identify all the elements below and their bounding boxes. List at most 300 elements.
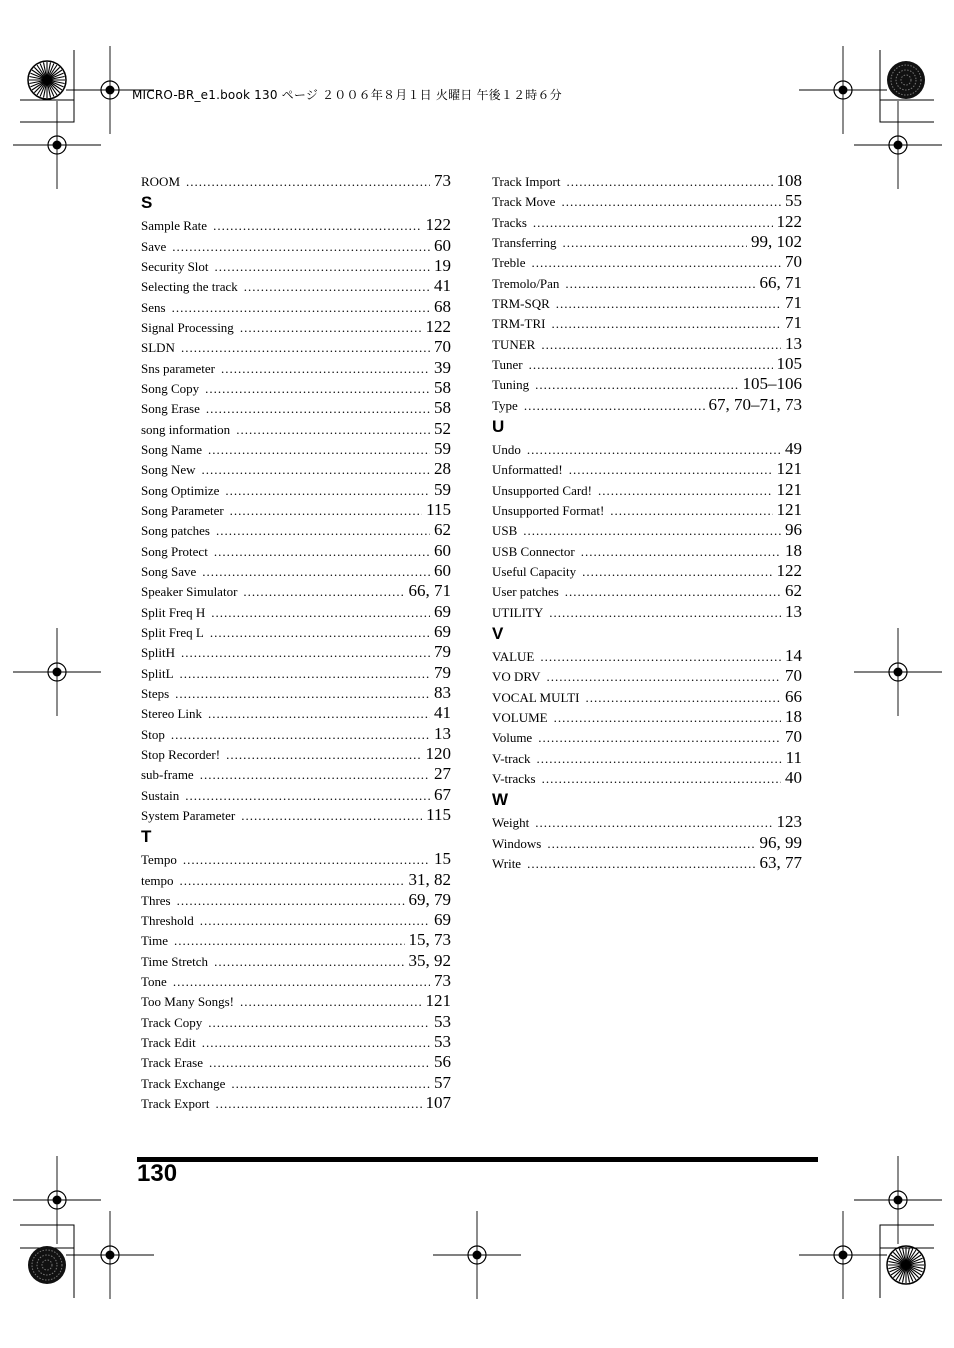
index-term: System Parameter — [141, 807, 236, 823]
dot-leader — [535, 377, 738, 393]
index-term: Type — [492, 397, 518, 413]
index-entry — [492, 520, 802, 540]
index-entry — [141, 297, 451, 317]
index-page-ref: 18 — [785, 706, 802, 726]
index-term: Thres — [141, 892, 171, 908]
dot-leader — [538, 730, 781, 746]
index-entry — [141, 1093, 451, 1113]
index-entry — [141, 642, 451, 662]
index-term: Signal Processing — [141, 319, 234, 335]
index-entry — [141, 378, 451, 398]
index-page-ref: 14 — [785, 645, 802, 665]
index-page-ref: 66 — [785, 686, 802, 706]
dot-leader — [200, 913, 430, 929]
index-term: Split Freq H — [141, 604, 206, 620]
index-entry — [492, 687, 802, 707]
dot-leader — [231, 1076, 430, 1092]
dot-leader — [567, 174, 773, 190]
index-page-ref: 73 — [434, 171, 451, 190]
index-page-ref: 59 — [434, 479, 451, 499]
index-term: Song New — [141, 462, 196, 478]
dot-leader — [241, 808, 422, 824]
index-entry — [141, 215, 451, 235]
index-page-ref: 31, 82 — [408, 869, 451, 889]
index-entry — [141, 1073, 451, 1093]
index-page-ref: 28 — [434, 459, 451, 479]
dot-leader — [208, 1015, 430, 1031]
index-page-ref: 69 — [434, 601, 451, 621]
index-term: Steps — [141, 685, 170, 701]
dot-leader — [581, 544, 781, 560]
index-page-ref: 99, 102 — [751, 231, 802, 251]
index-page-ref: 58 — [434, 398, 451, 418]
index-page-ref: 83 — [434, 682, 451, 702]
dot-leader — [202, 564, 430, 580]
dot-leader — [527, 442, 781, 458]
index-entry — [141, 703, 451, 723]
index-entry — [492, 500, 802, 520]
index-term: VO DRV — [492, 669, 541, 685]
dot-leader — [556, 296, 781, 312]
dot-leader — [549, 605, 781, 621]
index-entry — [492, 748, 802, 768]
index-entry — [141, 480, 451, 500]
dot-leader — [563, 235, 747, 251]
index-term: ROOM — [141, 174, 181, 189]
index-page-ref: 15 — [434, 849, 451, 869]
index-term: Song Protect — [141, 543, 208, 559]
index-page-ref: 52 — [434, 418, 451, 438]
index-page-ref: 115 — [426, 804, 451, 824]
index-page-ref: 59 — [434, 438, 451, 458]
index-term: V-tracks — [492, 770, 536, 786]
index-entry — [141, 602, 451, 622]
index-term: Sustain — [141, 787, 180, 803]
dot-leader — [540, 649, 781, 665]
index-entry — [141, 459, 451, 479]
dot-leader — [547, 836, 755, 852]
dot-leader — [527, 856, 755, 872]
index-term: Time — [141, 933, 168, 949]
index-entry — [141, 951, 451, 971]
dot-leader — [541, 337, 781, 353]
index-term: Tuner — [492, 356, 523, 372]
index-entry — [141, 561, 451, 581]
index-entry — [492, 212, 802, 232]
index-page-ref: 122 — [425, 215, 451, 235]
index-section-heading: T — [141, 827, 152, 847]
index-term: Song Parameter — [141, 502, 224, 518]
index-entry — [492, 561, 802, 581]
index-term: TRM-SQR — [492, 295, 550, 311]
index-page-ref: 63, 77 — [759, 852, 802, 872]
dot-leader — [221, 361, 430, 377]
index-term: Track Exchange — [141, 1075, 226, 1091]
dot-leader — [208, 442, 430, 458]
index-entry — [141, 890, 451, 910]
index-term: SplitL — [141, 665, 174, 681]
dot-leader — [181, 340, 430, 356]
index-term: Time Stretch — [141, 953, 209, 969]
index-page-ref: 79 — [434, 642, 451, 662]
index-page-ref: 41 — [434, 276, 451, 296]
index-entry — [492, 768, 802, 788]
index-term: Track Erase — [141, 1055, 203, 1071]
index-page-ref: 57 — [434, 1072, 451, 1092]
dot-leader — [185, 788, 430, 804]
index-term: Transferring — [492, 234, 557, 250]
index-term: V-track — [492, 750, 531, 766]
dot-leader — [226, 747, 421, 763]
dot-leader — [524, 398, 705, 414]
dot-leader — [173, 974, 430, 990]
index-page-ref: 73 — [434, 971, 451, 991]
index-entry — [141, 419, 451, 439]
index-entry — [492, 334, 802, 354]
index-term: Stop — [141, 726, 165, 742]
dot-leader — [216, 1096, 422, 1112]
index-page-ref: 70 — [785, 666, 802, 686]
index-term: TRM-TRI — [492, 316, 546, 332]
dot-leader — [180, 666, 430, 682]
index-entry — [492, 707, 802, 727]
index-entry — [492, 191, 802, 211]
index-term: Treble — [492, 255, 526, 271]
index-term: Tremolo/Pan — [492, 275, 560, 291]
index-page-ref: 121 — [425, 991, 451, 1011]
dot-leader — [175, 686, 430, 702]
dot-leader — [205, 381, 430, 397]
index-page-ref: 62 — [434, 520, 451, 540]
index-page-ref: 70 — [434, 337, 451, 357]
index-term: Sample Rate — [141, 218, 208, 234]
dot-leader — [529, 357, 773, 373]
dot-leader — [181, 645, 430, 661]
index-page-ref: 60 — [434, 540, 451, 560]
index-page-ref: 105–106 — [742, 374, 802, 394]
index-term: SLDN — [141, 340, 175, 356]
index-page-ref: 122 — [776, 211, 802, 231]
index-term: tempo — [141, 872, 174, 888]
index-page-ref: 56 — [434, 1052, 451, 1072]
index-page-ref: 53 — [434, 1032, 451, 1052]
index-entry — [141, 724, 451, 744]
index-term: Track Copy — [141, 1014, 203, 1030]
dot-leader — [569, 462, 773, 478]
dot-leader — [610, 503, 772, 519]
dot-leader — [211, 605, 430, 621]
index-term: Split Freq L — [141, 624, 204, 640]
index-term: Volume — [492, 730, 533, 746]
index-term: Song Erase — [141, 401, 200, 417]
index-term: Weight — [492, 815, 530, 831]
index-page-ref: 11 — [785, 747, 802, 767]
index-term: SplitH — [141, 645, 175, 661]
index-page-ref: 71 — [785, 313, 802, 333]
index-term: User patches — [492, 584, 559, 600]
index-term: Song Name — [141, 441, 203, 457]
index-page-ref: 19 — [434, 255, 451, 275]
index-entry — [492, 374, 802, 394]
index-column-right — [492, 171, 802, 873]
dot-leader — [533, 215, 773, 231]
index-term: Windows — [492, 835, 542, 851]
dot-leader — [177, 893, 405, 909]
index-entry — [141, 520, 451, 540]
index-page-ref: 60 — [434, 560, 451, 580]
index-page-ref: 39 — [434, 357, 451, 377]
dot-leader — [523, 523, 781, 539]
index-entry — [492, 602, 802, 622]
dot-leader — [531, 255, 781, 271]
index-page-ref: 66, 71 — [408, 581, 451, 601]
print-header: MICRO-BR_e1.book 130 ページ ２００６年８月１日 火曜日 午後１２時６分 — [132, 88, 562, 102]
index-page-ref: 79 — [434, 662, 451, 682]
index-section-heading: U — [492, 416, 505, 436]
index-term: sub-frame — [141, 767, 194, 783]
dot-leader — [244, 279, 430, 295]
index-page-ref: 15, 73 — [408, 930, 451, 950]
index-term: Speaker Simulator — [141, 584, 238, 600]
index-entry — [492, 459, 802, 479]
dot-leader — [202, 462, 430, 478]
index-term: Song Optimize — [141, 482, 220, 498]
index-entry — [492, 812, 802, 832]
index-term: Unsupported Card! — [492, 482, 593, 498]
index-entry — [141, 744, 451, 764]
index-term: Track Edit — [141, 1035, 196, 1051]
dot-leader — [172, 239, 430, 255]
index-page-ref: 69 — [434, 621, 451, 641]
index-page-ref: 96, 99 — [759, 832, 802, 852]
index-term: Sens — [141, 299, 166, 315]
index-entry — [141, 439, 451, 459]
dot-leader — [230, 503, 422, 519]
index-page-ref: 123 — [776, 812, 802, 832]
dot-leader — [210, 625, 430, 641]
footer-rule — [137, 1157, 818, 1162]
dot-leader — [565, 584, 781, 600]
dot-leader — [214, 954, 404, 970]
index-page-ref: 41 — [434, 703, 451, 723]
dot-leader — [183, 852, 430, 868]
index-entry — [141, 256, 451, 276]
index-entry — [492, 395, 802, 415]
index-page-ref: 49 — [785, 438, 802, 458]
index-entry — [492, 313, 802, 333]
index-term: Write — [492, 855, 522, 871]
index-entry — [141, 358, 451, 378]
dot-leader — [214, 544, 430, 560]
index-term: Tone — [141, 974, 167, 990]
dot-leader — [216, 523, 430, 539]
index-term: VOCAL MULTI — [492, 689, 580, 705]
dot-leader — [225, 483, 430, 499]
index-page-ref: 69 — [434, 910, 451, 930]
index-page-ref: 62 — [785, 581, 802, 601]
index-term: Song patches — [141, 523, 210, 539]
index-section-heading: W — [492, 790, 509, 810]
dot-leader — [206, 401, 430, 417]
index-entry — [141, 764, 451, 784]
index-term: Tuning — [492, 377, 530, 393]
index-entry — [141, 910, 451, 930]
index-term: Security Slot — [141, 258, 209, 274]
index-entry — [141, 991, 451, 1011]
index-entry — [492, 232, 802, 252]
dot-leader — [180, 873, 405, 889]
index-term: Sns parameter — [141, 360, 216, 376]
index-entry — [141, 805, 451, 825]
dot-leader — [240, 994, 422, 1010]
index-term: Song Save — [141, 563, 197, 579]
index-page-ref: 121 — [776, 459, 802, 479]
index-entry — [141, 971, 451, 991]
dot-leader — [586, 690, 781, 706]
dot-leader — [537, 751, 782, 767]
index-page-ref: 58 — [434, 377, 451, 397]
dot-leader — [208, 706, 430, 722]
index-entry — [492, 273, 802, 293]
index-page-ref: 53 — [434, 1011, 451, 1031]
index-entry — [141, 581, 451, 601]
index-page-ref: 115 — [426, 499, 451, 519]
index-term: USB — [492, 523, 518, 539]
index-page-ref: 122 — [425, 316, 451, 336]
index-term: USB Connector — [492, 543, 575, 559]
index-entry — [492, 293, 802, 313]
index-page-ref: 13 — [785, 333, 802, 353]
index-entry — [141, 171, 451, 191]
index-term: Song Copy — [141, 380, 200, 396]
index-entry — [141, 1052, 451, 1072]
index-page-ref: 35, 92 — [408, 950, 451, 970]
dot-leader — [554, 710, 781, 726]
dot-leader — [561, 194, 781, 210]
dot-leader — [546, 669, 781, 685]
index-entry — [492, 833, 802, 853]
index-entry — [141, 870, 451, 890]
dot-leader — [171, 727, 430, 743]
index-entry — [141, 317, 451, 337]
dot-leader — [209, 1055, 430, 1071]
index-term: Unformatted! — [492, 462, 563, 478]
index-page-ref: 13 — [434, 723, 451, 743]
dot-leader — [598, 483, 772, 499]
index-term: Useful Capacity — [492, 563, 577, 579]
index-page-ref: 67, 70–71, 73 — [708, 394, 802, 414]
index-entry — [492, 354, 802, 374]
index-entry — [492, 646, 802, 666]
index-page-ref: 18 — [785, 540, 802, 560]
index-term: VALUE — [492, 648, 535, 664]
index-term: song information — [141, 421, 231, 437]
index-entry — [141, 663, 451, 683]
index-page-ref: 60 — [434, 235, 451, 255]
index-section-heading: V — [492, 623, 504, 643]
index-page-ref: 68 — [434, 296, 451, 316]
index-entry — [492, 853, 802, 873]
dot-leader — [200, 767, 430, 783]
index-entry — [141, 541, 451, 561]
index-page-ref: 67 — [434, 784, 451, 804]
index-term: Threshold — [141, 913, 194, 929]
index-entry — [492, 439, 802, 459]
index-entry — [141, 500, 451, 520]
index-term: VOLUME — [492, 709, 548, 725]
page-number: 130 — [137, 1160, 178, 1187]
index-page-ref: 40 — [785, 767, 802, 787]
index-page-ref: 107 — [425, 1093, 451, 1113]
index-entry — [492, 666, 802, 686]
index-term: Track Move — [492, 194, 556, 210]
index-entry — [492, 171, 802, 191]
index-page-ref: 69, 79 — [408, 889, 451, 909]
index-term: Undo — [492, 441, 521, 457]
index-page-ref: 66, 71 — [759, 272, 802, 292]
index-term: UTILITY — [492, 604, 544, 620]
index-page-ref: 71 — [785, 292, 802, 312]
index-page-ref: 70 — [785, 252, 802, 272]
index-page-ref: 27 — [434, 764, 451, 784]
index-entry — [141, 276, 451, 296]
index-term: Stereo Link — [141, 706, 203, 722]
index-page-ref: 108 — [776, 171, 802, 190]
dot-leader — [172, 300, 430, 316]
dot-leader — [215, 259, 430, 275]
index-entry — [141, 622, 451, 642]
index-page-ref: 96 — [785, 520, 802, 540]
index-entry — [492, 541, 802, 561]
index-page-ref: 121 — [776, 479, 802, 499]
index-term: Too Many Songs! — [141, 994, 234, 1010]
dot-leader — [243, 584, 404, 600]
index-page-ref: 122 — [776, 560, 802, 580]
index-entry — [492, 581, 802, 601]
index-entry — [141, 683, 451, 703]
index-entry — [141, 398, 451, 418]
index-term: Tracks — [492, 214, 527, 230]
index-entry — [141, 1012, 451, 1032]
index-term: Stop Recorder! — [141, 746, 221, 762]
dot-leader — [186, 174, 430, 190]
dot-leader — [202, 1035, 430, 1051]
dot-leader — [551, 316, 781, 332]
index-entry — [141, 1032, 451, 1052]
index-term: Selecting the track — [141, 279, 238, 295]
dot-leader — [213, 218, 421, 234]
index-entry — [141, 785, 451, 805]
index-entry — [141, 849, 451, 869]
index-term: Track Export — [141, 1096, 210, 1112]
index-term: Unsupported Format! — [492, 502, 605, 518]
index-page-ref: 105 — [776, 353, 802, 373]
index-entry — [141, 930, 451, 950]
index-term: Tempo — [141, 852, 177, 868]
index-page-ref: 120 — [425, 743, 451, 763]
index-term: Track Import — [492, 174, 561, 189]
dot-leader — [174, 933, 405, 949]
dot-leader — [535, 815, 772, 831]
index-entry — [492, 480, 802, 500]
index-term: Save — [141, 238, 167, 254]
index-entry — [492, 252, 802, 272]
index-entry — [492, 727, 802, 747]
index-page-ref: 55 — [785, 191, 802, 211]
index-entry — [141, 236, 451, 256]
index-page-ref: 70 — [785, 727, 802, 747]
index-page-ref: 121 — [776, 499, 802, 519]
